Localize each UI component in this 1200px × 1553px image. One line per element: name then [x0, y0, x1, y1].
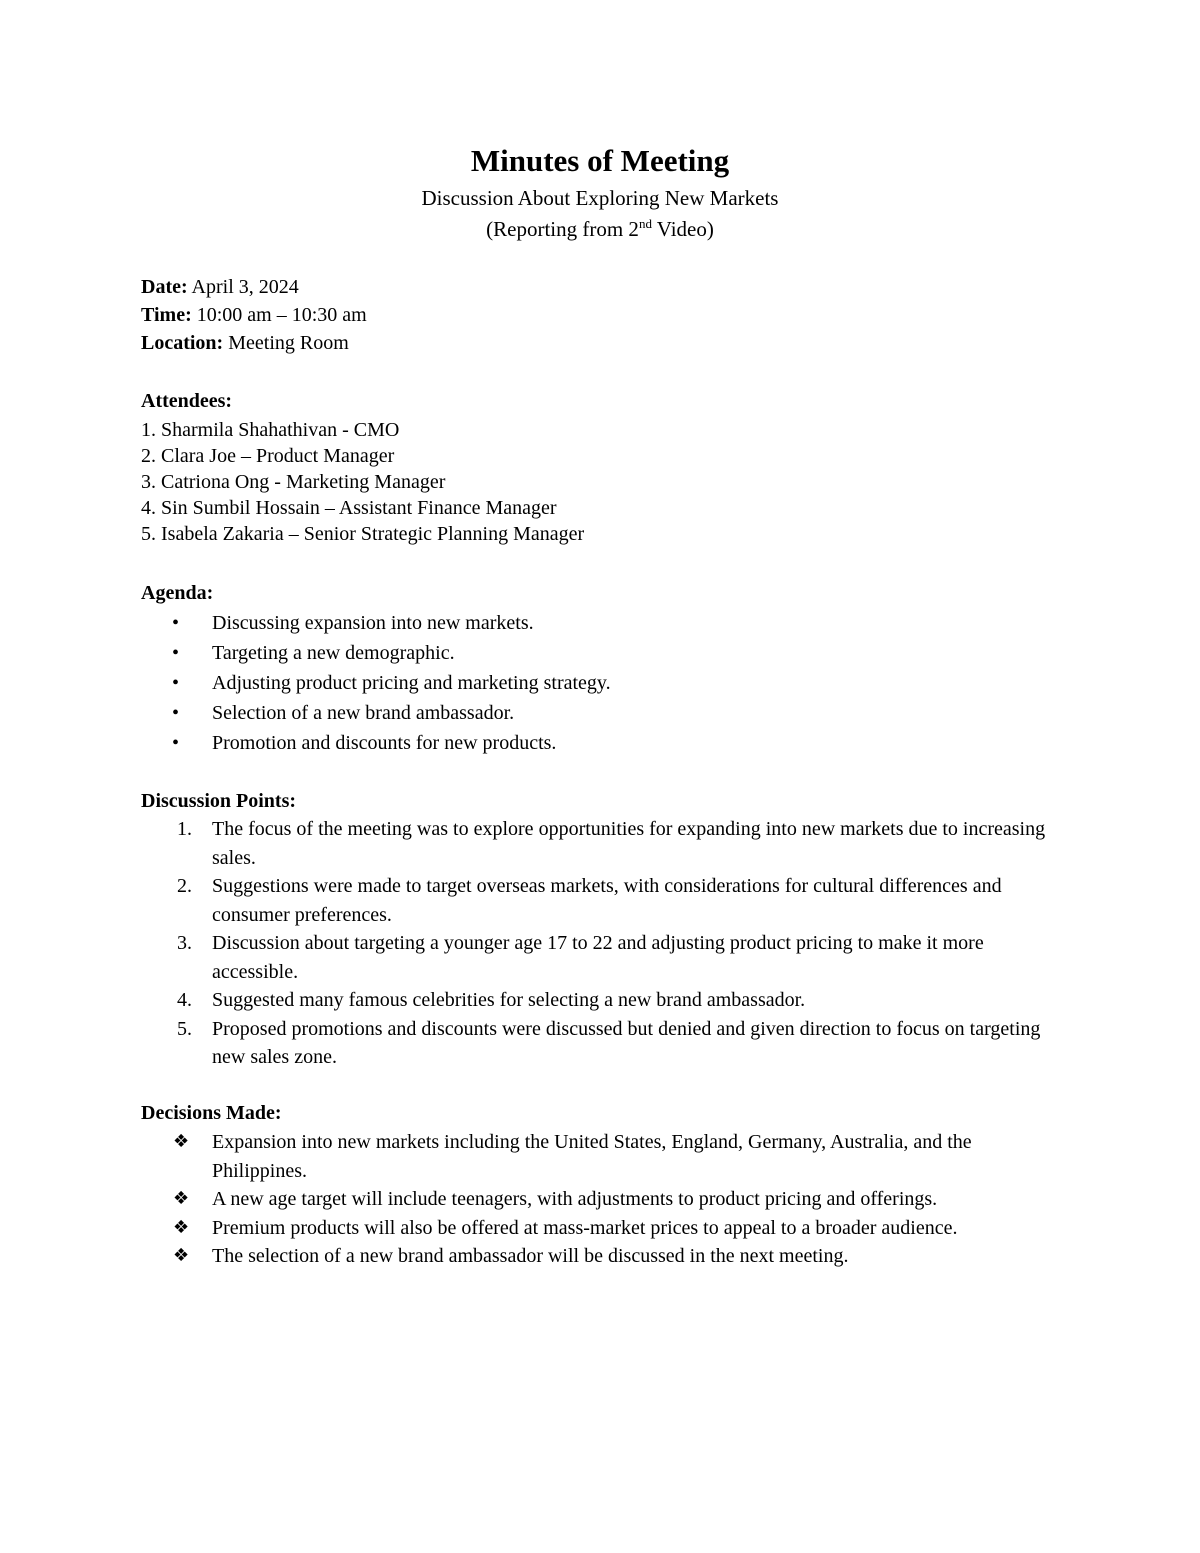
- attendees-heading: Attendees:: [141, 390, 233, 412]
- list-item: [141, 1214, 1061, 1243]
- discussion-item-text: Suggestions were made to target overseas markets, with considerations for cultural differences and consumer preferences.: [212, 875, 1002, 926]
- bullet-icon: •: [172, 702, 180, 724]
- attendee-item: 4. Sin Sumbil Hossain – Assistant Finance Manager: [141, 497, 557, 519]
- attendee-item: 5. Isabela Zakaria – Senior Strategic Planning Manager: [141, 523, 585, 545]
- decisions-list: [141, 1128, 1061, 1271]
- agenda-heading: Agenda:: [141, 582, 214, 604]
- discussion-item-text: Discussion about targeting a younger age 17 to 22 and adjusting product pricing to make it more accessible.: [212, 932, 984, 983]
- list-item: [141, 815, 1061, 872]
- list-item: [141, 929, 1061, 986]
- time-value: 10:00 am – 10:30 am: [191, 304, 367, 326]
- bullet-icon: •: [172, 672, 180, 694]
- item-number: 5.: [177, 1017, 192, 1040]
- list-item: [141, 638, 1061, 668]
- list-item: [141, 1242, 1061, 1271]
- list-item: [141, 698, 1061, 728]
- bullet-icon: •: [172, 732, 180, 754]
- date-value: April 3, 2024: [187, 276, 299, 298]
- item-number: 2.: [177, 875, 192, 897]
- decision-item-text: Premium products will also be offered at mass-market prices to appeal to a broader audience.: [212, 1216, 958, 1239]
- list-item: [141, 872, 1061, 929]
- time-label: Time:: [141, 304, 192, 326]
- location-value: Meeting Room: [223, 332, 349, 354]
- list-item: [141, 1185, 1061, 1214]
- document-title: Minutes of Meeting: [470, 143, 730, 178]
- attendee-item: 3. Catriona Ong - Marketing Manager: [141, 471, 446, 493]
- diamond-bullet-icon: ❖: [173, 1188, 190, 1209]
- agenda-item-text: Adjusting product pricing and marketing strategy.: [212, 672, 611, 694]
- attendee-item: 1. Sharmila Shahathivan - CMO: [141, 419, 400, 441]
- item-number: 3.: [177, 932, 192, 954]
- attendees-list: [141, 417, 1061, 547]
- agenda-item-text: Discussing expansion into new markets.: [212, 612, 534, 634]
- diamond-bullet-icon: ❖: [173, 1216, 190, 1238]
- location-label: Location:: [141, 332, 224, 354]
- list-item: [141, 986, 1061, 1015]
- list-item: [141, 668, 1061, 698]
- diamond-bullet-icon: ❖: [173, 1245, 190, 1266]
- meta-time: [141, 301, 1061, 329]
- document-subtitle: Discussion About Exploring New Markets: [421, 186, 779, 210]
- agenda-item-text: Selection of a new brand ambassador.: [212, 702, 515, 724]
- decisions-heading: Decisions Made:: [141, 1102, 282, 1124]
- list-item: [141, 728, 1061, 758]
- date-label: Date:: [141, 276, 188, 298]
- decision-item-text: Expansion into new markets including the United States, England, Germany, Australia, and the Philippines.: [212, 1131, 972, 1182]
- discussion-list: [141, 815, 1061, 1072]
- reporting-suffix: Video): [651, 217, 714, 241]
- agenda-item-text: Promotion and discounts for new products.: [212, 732, 557, 754]
- list-item: [141, 608, 1061, 638]
- decision-item-text: The selection of a new brand ambassador will be discussed in the next meeting.: [212, 1245, 849, 1267]
- discussion-item-text: Suggested many famous celebrities for selecting a new brand ambassador.: [212, 989, 806, 1011]
- reporting-prefix: (Reporting from 2: [486, 217, 639, 241]
- list-item: [141, 1128, 1061, 1185]
- agenda-item-text: Targeting a new demographic.: [212, 642, 455, 664]
- reporting-superscript: nd: [638, 216, 652, 231]
- attendee-item: 2. Clara Joe – Product Manager: [141, 445, 395, 467]
- reporting-line: [0, 215, 1200, 243]
- agenda-list: [141, 608, 1061, 758]
- list-item: [141, 1015, 1061, 1072]
- discussion-heading: Discussion Points:: [141, 790, 297, 812]
- meeting-meta: [141, 273, 1061, 357]
- meta-location: [141, 329, 1061, 357]
- meta-date: [141, 273, 1061, 301]
- item-number: 4.: [177, 989, 192, 1011]
- item-number: 1.: [177, 818, 192, 840]
- diamond-bullet-icon: ❖: [173, 1131, 190, 1152]
- discussion-item-text: Proposed promotions and discounts were discussed but denied and given direction to focus on targeting new sales zone.: [212, 1017, 1041, 1068]
- decision-item-text: A new age target will include teenagers, with adjustments to product pricing and offerings.: [212, 1188, 938, 1210]
- discussion-item-text: The focus of the meeting was to explore opportunities for expanding into new markets due to increasing sales.: [212, 818, 1046, 869]
- bullet-icon: •: [172, 642, 180, 664]
- bullet-icon: •: [172, 612, 180, 634]
